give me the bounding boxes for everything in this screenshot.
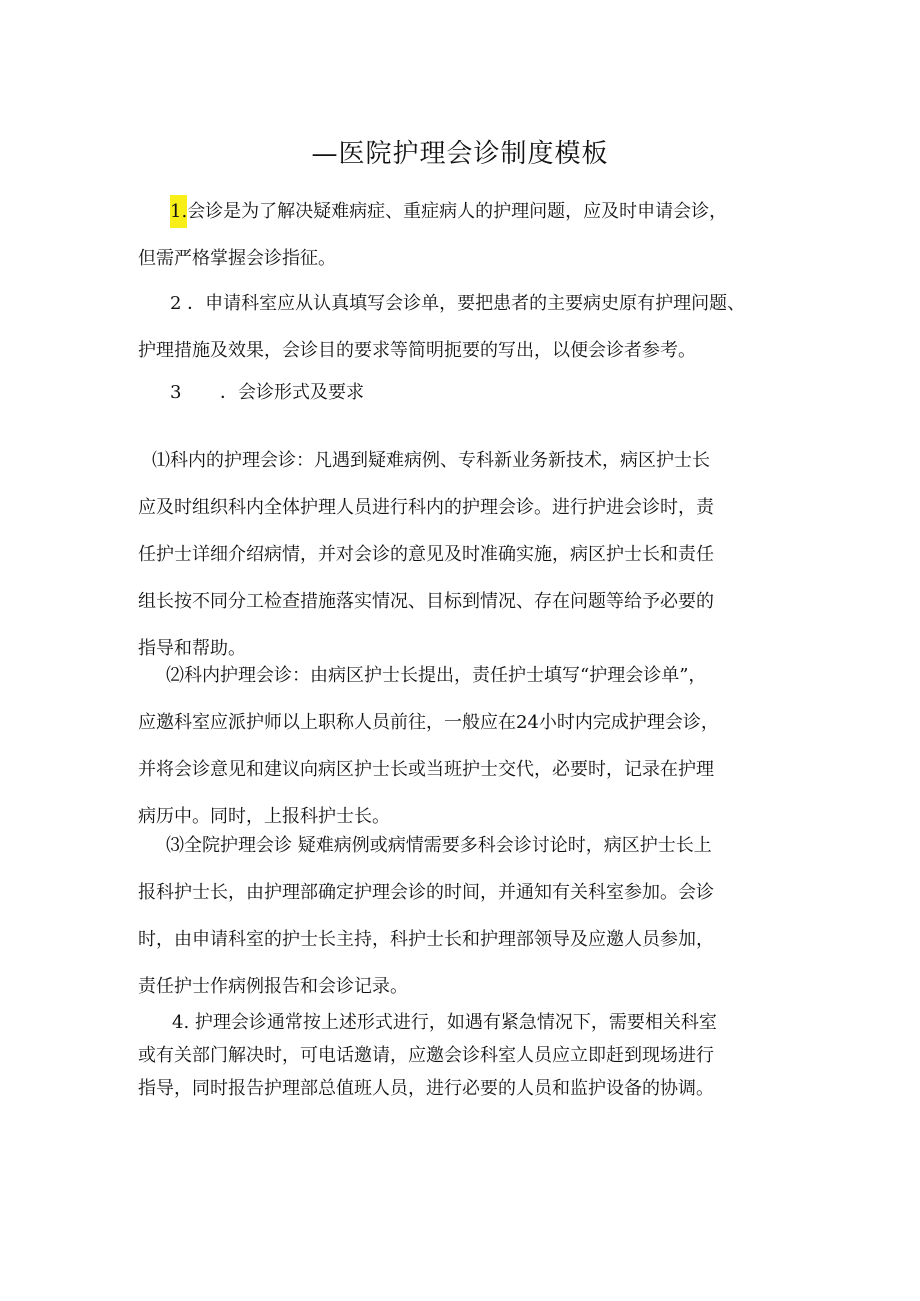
sub-item-3-line-2: 报科护士长，由护理部确定护理会诊的时间，并通知有关科室参加。会诊 — [138, 882, 714, 903]
item-4-line-1: 4. 护理会诊通常按上述形式进行，如遇有紧急情况下，需要相关科室 — [172, 1012, 717, 1033]
sub-item-1-line-1: ⑴科内的护理会诊：凡遇到疑难病例、专科新业务新技术，病区护士长 — [152, 450, 710, 471]
item-4-line-2: 或有关部门解决时，可电话邀请，应邀会诊科室人员应立即赶到现场进行 — [138, 1045, 714, 1066]
item-1 — [138, 188, 788, 282]
item-3-text: ．会诊形式及要求 — [220, 382, 364, 403]
item-1-line-1-text: 会诊是为了解决疑难病症、重症病人的护理问题，应及时申请会诊， — [187, 201, 728, 222]
sub-item-1-line-2: 应及时组织科内全体护理人员进行科内的护理会诊。进行护进会诊时，责 — [138, 497, 714, 518]
sub-item-1-line-5: 指导和帮助。 — [138, 638, 246, 659]
item-2 — [138, 280, 788, 374]
sub-item-2-line-1: ⑵科内护理会诊：由病区护士长提出，责任护士填写“护理会诊单”， — [166, 665, 707, 686]
item-2-line-2: 护理措施及效果，会诊目的要求等简明扼要的写出，以便会诊者参考。 — [138, 340, 696, 361]
item-1-line-2: 但需严格掌握会诊指征。 — [138, 248, 336, 269]
item-3 — [138, 369, 788, 416]
sub-item-2 — [138, 652, 788, 840]
sub-item-1-line-4: 组长按不同分工检查措施落实情况、目标到情况、存在问题等给予必要的 — [138, 591, 714, 612]
sub-item-3-line-1: ⑶全院护理会诊 疑难病例或病情需要多科会诊讨论时，病区护士长上 — [166, 835, 712, 856]
item-3-line — [138, 369, 788, 416]
sub-item-2-line-4: 病历中。同时，上报科护士长。 — [138, 806, 390, 827]
item-4-line-3: 指导，同时报告护理部总值班人员，进行必要的人员和监护设备的协调。 — [138, 1078, 714, 1099]
document-title: —医院护理会诊制度模板 — [311, 139, 609, 170]
sub-item-2-line-2: 应邀科室应派护师以上职称人员前往，一般应在24小时内完成护理会诊， — [138, 712, 719, 733]
sub-item-2-line-3: 并将会诊意见和建议向病区护士长或当班护士交代，必要时，记录在护理 — [138, 759, 714, 780]
sub-item-3-line-3: 时，由申请科室的护士长主持，科护士长和护理部领导及应邀人员参加， — [138, 929, 714, 950]
item-2-line-1: 2 ．申请科室应从认真填写会诊单，要把患者的主要病史原有护理问题、 — [170, 293, 746, 314]
item-1-line-1 — [138, 188, 788, 235]
sub-item-3 — [138, 822, 788, 1010]
item-3-number: 3 — [170, 382, 182, 403]
sub-item-1 — [138, 437, 788, 672]
highlighted-marker: 1. — [170, 195, 187, 228]
sub-item-3-line-4: 责任护士作病例报告和会诊记录。 — [138, 976, 408, 997]
sub-item-1-line-3: 任护士详细介绍病情，并对会诊的意见及时准确实施，病区护士长和责任 — [138, 544, 714, 565]
item-4 — [138, 1006, 788, 1105]
